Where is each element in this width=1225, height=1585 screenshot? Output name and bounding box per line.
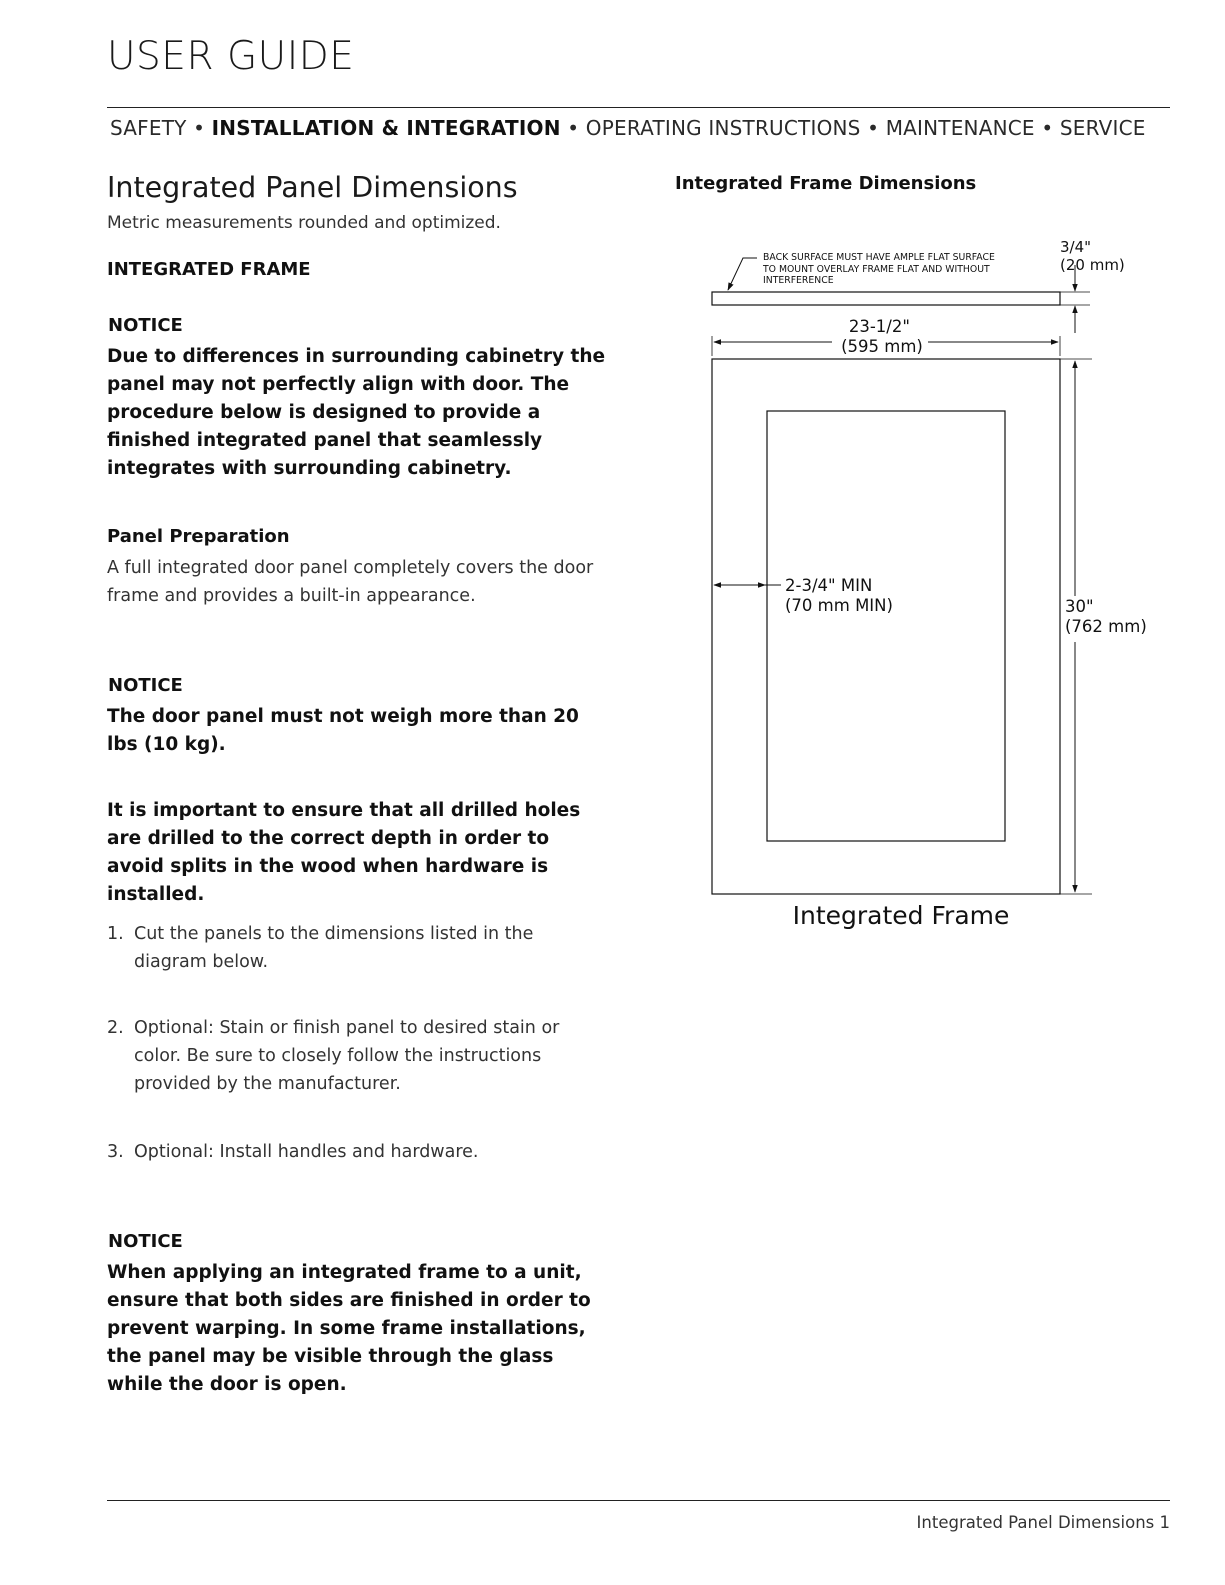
- figure-title: Integrated Frame Dimensions: [675, 173, 977, 194]
- callout-leader: [728, 258, 757, 290]
- nav-operating: OPERATING INSTRUCTIONS: [585, 116, 861, 140]
- notice-text: When applying an integrated frame to a unit, ensure that both sides are finished in order to prevent warping. In some frame installations, the panel may be visible through the glass while the door is open.: [107, 1262, 591, 1395]
- step-number: 2.: [107, 1018, 124, 1038]
- step-text: Optional: Stain or finish panel to desired stain or color. Be sure to closely follow the instructions provided by the manufacturer.: [134, 1018, 560, 1094]
- notice-label: NOTICE: [108, 1231, 183, 1252]
- nav-separator: •: [186, 116, 212, 140]
- panel-prep-text: A full integrated door panel completely covers the door frame and provides a built-in appearance.: [107, 558, 594, 606]
- nav-separator: •: [560, 116, 586, 140]
- step-number: 3.: [107, 1142, 124, 1162]
- frame-edge-view: [712, 292, 1060, 305]
- nav-service: SERVICE: [1059, 116, 1146, 140]
- step-text: Cut the panels to the dimensions listed in the diagram below.: [134, 924, 534, 972]
- nav-installation-active: INSTALLATION & INTEGRATION: [211, 116, 561, 140]
- step-text: Optional: Install handles and hardware.: [134, 1142, 479, 1162]
- height-label: 30" (762 mm): [1065, 597, 1147, 636]
- panel-prep-heading: Panel Preparation: [107, 526, 290, 547]
- figure-caption: Integrated Frame: [792, 901, 1010, 930]
- step-number: 1.: [107, 924, 124, 944]
- frame-outer: [712, 359, 1060, 894]
- nav-separator: •: [860, 116, 886, 140]
- page-subheading: Metric measurements rounded and optimized.: [107, 213, 501, 233]
- page-footer: Integrated Panel Dimensions 1: [916, 1513, 1170, 1532]
- nav-maintenance: MAINTENANCE: [885, 116, 1035, 140]
- document-title: USER GUIDE: [107, 34, 355, 79]
- thickness-label: 3/4" (20 mm): [1060, 238, 1125, 274]
- callout-text: BACK SURFACE MUST HAVE AMPLE FLAT SURFACE TO MOUNT OVERLAY FRAME FLAT AND WITHOUT INTERFERENCE: [763, 252, 995, 286]
- frame-inner-opening: [767, 411, 1005, 841]
- border-label: 2-3/4" MIN (70 mm MIN): [785, 576, 893, 615]
- notice-label: NOTICE: [108, 675, 183, 696]
- notice-label: NOTICE: [108, 315, 183, 336]
- section-label: INTEGRATED FRAME: [107, 259, 311, 280]
- notice-text: Due to differences in surrounding cabinetry the panel may not perfectly align with door. The procedure below is designed to provide a finished integrated panel that seamlessly integrates with surrounding cabinetry.: [107, 346, 606, 479]
- nav-safety: SAFETY: [110, 116, 187, 140]
- notice-text: The door panel must not weigh more than 20 lbs (10 kg).: [107, 706, 579, 755]
- nav-separator: •: [1034, 116, 1060, 140]
- page-heading: Integrated Panel Dimensions: [107, 171, 518, 204]
- width-label: 23-1/2" (595 mm): [841, 317, 923, 356]
- drilling-warning-text: It is important to ensure that all drilled holes are drilled to the correct depth in order to avoid splits in the wood when hardware is installed.: [107, 800, 581, 905]
- footer-divider: [107, 1500, 1170, 1501]
